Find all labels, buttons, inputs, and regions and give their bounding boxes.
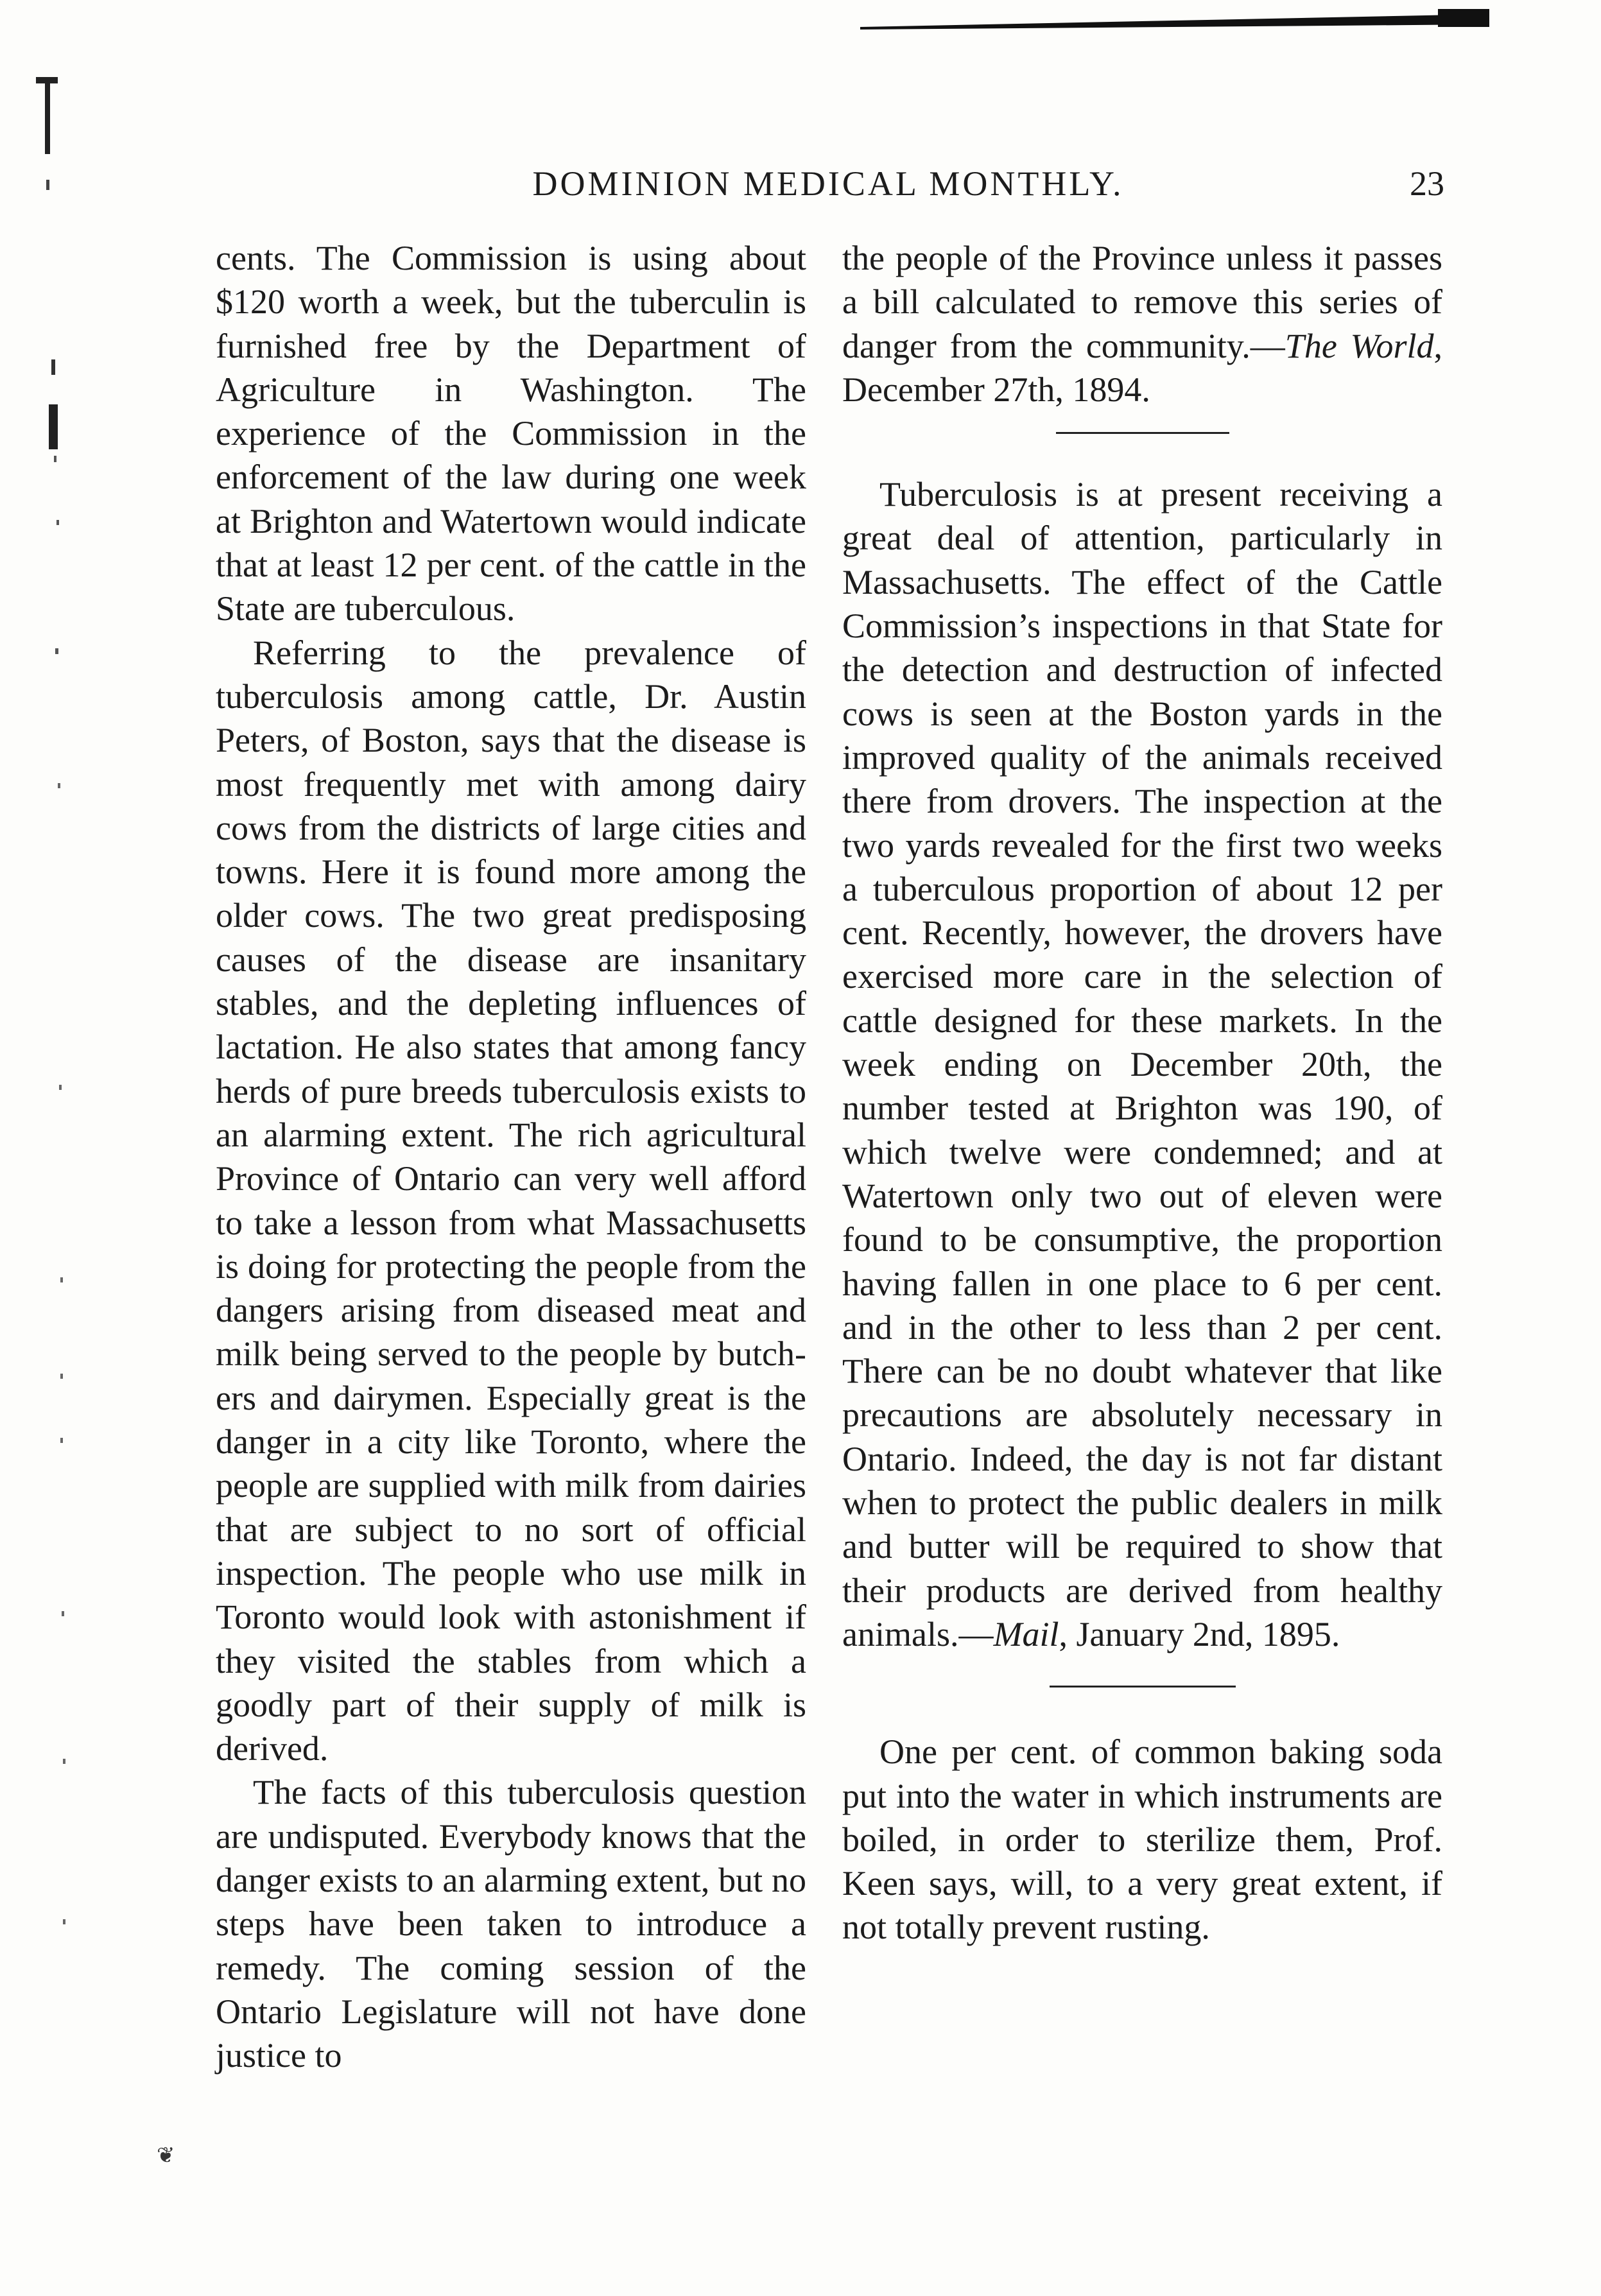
right-column [842,236,1442,1949]
paragraph-text: Tuberculosis is at present receiving a great deal of attention, particularly in Massachusetts. The effect of the Cattle Commission’s inspections in that State for the detection and destruction of infected cows is seen at the Boston yards in the improved quality of the animals received there from drovers. The inspection at the two yards revealed for the first two weeks a tuberculous proportion of about 12 per cent. Recently, however, the drovers have exercised more care in the selection of cattle designed for these markets. In the week ending on December 20th, the number tested at Brighton was 190, of which twelve were condemned; and at Watertown only two out of eleven were found to be consumptive, the proportion having fallen in one place to 6 per cent. and in the other to less than 2 per cent. There can be no doubt whatever that like precautions are absolutely necessary in Ontario. Indeed, the day is not far distant when to protect the public dealers in milk and butter will be required to show that their products are derived from healthy animals.— [842,475,1442,1653]
paragraph: cents. The Commission is using about $120 worth a week, but the tuberculin is furnished free by the Department of Agriculture in Washington. The experience of the Commission in the enforcement of the law during one week at Brighton and Watertown would indicate that at least 12 per cent. of the cattle in the State are tuberculous. [216,239,806,628]
paragraph [842,472,1442,1656]
page-number: 23 [1410,164,1444,203]
source-date: , December 27th, 1894. [842,326,1442,409]
source-date: , January 2nd, 1895. [1059,1614,1340,1653]
paragraph: The facts of this tuberculosis question are undisputed. Everybody knows that the danger exists to an alarming extent, but no steps have been taken to introduce a remedy. The coming session of the Ontario Legislature will not have done justice to [216,1773,806,2075]
journal-title: DOMINION MEDICAL MONTHLY. [532,164,1124,203]
paragraph: One per cent. of common baking soda put into the water in which instruments are boiled, in order to sterilize them, Prof. Keen says, will, to a very great extent, if not totally prevent rusting. [842,1732,1442,1947]
binding-marks [32,58,103,2048]
paragraph [842,236,1442,411]
running-head [212,164,1444,215]
margin-mark: ❦ [157,2143,175,2168]
section-separator [1050,1686,1236,1687]
paragraph: Referring to the prevalence of tuberculosis among cattle, Dr. Austin Peters, of Boston, says that the disease is most frequently met with among dairy cows from the districts of large cities and towns. Here it is found more among the older cows. The two great predisposing causes of the disease are insanitary stables, and the depleting influences of lactation. He also states that among fancy herds of pure breeds tuberculosis exists to an alarming extent. The rich agricultural Province of Ontario can very well afford to take a lesson from what Massachusetts is doing for protecting the people from the dangers arising from diseased meat and milk being served to the people by butchers and dairymen. Especially great is the danger in a city like Toronto, where the people are supplied with milk from dairies that are subject to no sort of official inspection. The people who use milk in Toronto would look with astonishment if they visited the stables from which a goodly part of their supply of milk is derived. [216,633,806,1768]
source-citation: Mail [993,1614,1059,1653]
source-citation: The World [1285,326,1434,365]
top-rule [860,9,1489,35]
left-column [216,236,806,2077]
section-separator [1056,432,1229,434]
paragraph-text: the people of the Province unless it passes a bill calculated to remove this series of danger from the community.— [842,239,1442,365]
